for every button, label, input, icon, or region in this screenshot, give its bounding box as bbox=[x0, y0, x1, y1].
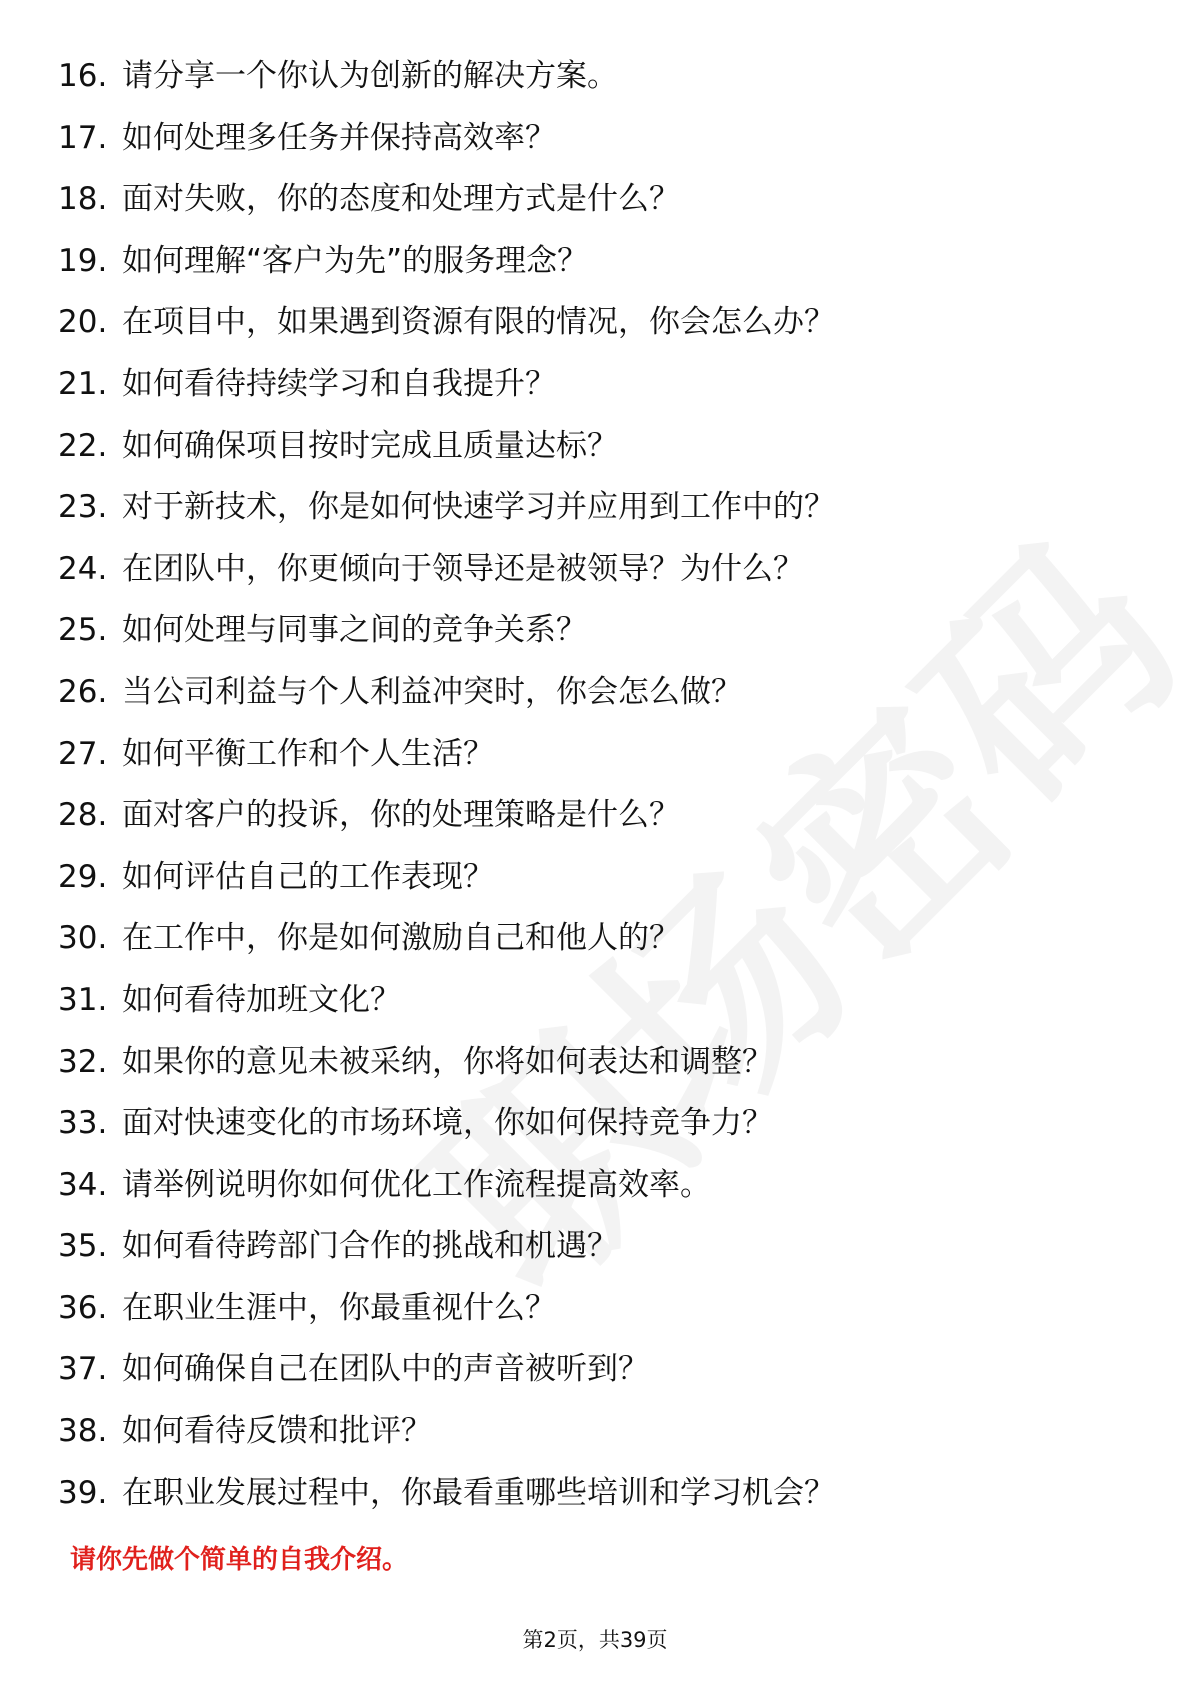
question-text: 如何处理与同事之间的竞争关系？ bbox=[122, 612, 587, 649]
question-item bbox=[58, 1278, 1138, 1340]
question-text: 如何评估自己的工作表现？ bbox=[122, 858, 494, 895]
page-footer: 第2页，共39页 bbox=[522, 1628, 668, 1652]
question-text: 如何平衡工作和个人生活？ bbox=[122, 735, 494, 772]
question-item bbox=[58, 539, 1138, 601]
question-text: 如何处理多任务并保持高效率？ bbox=[122, 119, 556, 156]
question-list bbox=[58, 46, 1138, 1524]
question-item bbox=[58, 1401, 1138, 1463]
question-text: 在职业生涯中，你最重视什么？ bbox=[122, 1289, 556, 1326]
question-text: 如何理解“客户为先”的服务理念？ bbox=[122, 242, 589, 279]
question-text: 在职业发展过程中，你最看重哪些培训和学习机会？ bbox=[122, 1474, 835, 1511]
question-item bbox=[58, 785, 1138, 847]
question-number: 38. bbox=[58, 1413, 108, 1450]
question-item bbox=[58, 908, 1138, 970]
question-item bbox=[58, 477, 1138, 539]
question-text: 如何确保项目按时完成且质量达标？ bbox=[122, 427, 618, 464]
question-number: 34. bbox=[58, 1166, 108, 1203]
question-text: 对于新技术，你是如何快速学习并应用到工作中的？ bbox=[122, 489, 835, 526]
question-item bbox=[58, 169, 1138, 231]
question-number: 22. bbox=[58, 427, 108, 464]
question-number: 23. bbox=[58, 489, 108, 526]
question-text: 如何看待反馈和批评？ bbox=[122, 1413, 432, 1450]
question-number: 24. bbox=[58, 550, 108, 587]
question-item bbox=[58, 108, 1138, 170]
question-number: 27. bbox=[58, 735, 108, 772]
question-number: 36. bbox=[58, 1289, 108, 1326]
question-text: 请举例说明你如何优化工作流程提高效率。 bbox=[122, 1166, 711, 1203]
question-number: 39. bbox=[58, 1474, 108, 1511]
question-number: 31. bbox=[58, 981, 108, 1018]
question-number: 30. bbox=[58, 920, 108, 957]
question-number: 29. bbox=[58, 858, 108, 895]
question-number: 35. bbox=[58, 1228, 108, 1265]
question-text: 在工作中，你是如何激励自己和他人的？ bbox=[122, 920, 680, 957]
question-text: 如何看待跨部门合作的挑战和机遇？ bbox=[122, 1228, 618, 1265]
question-item bbox=[58, 1463, 1138, 1525]
question-item bbox=[58, 1032, 1138, 1094]
question-text: 当公司利益与个人利益冲突时，你会怎么做？ bbox=[122, 673, 742, 710]
intro-prompt: 请你先做个简单的自我介绍。 bbox=[70, 1545, 409, 1575]
question-number: 16. bbox=[58, 58, 108, 94]
question-text: 面对客户的投诉，你的处理策略是什么？ bbox=[122, 797, 680, 834]
question-number: 33. bbox=[58, 1105, 108, 1142]
question-text: 在团队中，你更倾向于领导还是被领导？为什么？ bbox=[122, 550, 804, 587]
question-text: 请分享一个你认为创新的解决方案。 bbox=[122, 58, 618, 94]
question-item bbox=[58, 662, 1138, 724]
question-text: 如何看待加班文化？ bbox=[122, 981, 401, 1018]
question-item bbox=[58, 847, 1138, 909]
question-item bbox=[58, 1339, 1138, 1401]
question-number: 32. bbox=[58, 1043, 108, 1080]
question-number: 20. bbox=[58, 304, 108, 341]
question-number: 25. bbox=[58, 612, 108, 649]
question-text: 面对快速变化的市场环境，你如何保持竞争力？ bbox=[122, 1105, 773, 1142]
question-item bbox=[58, 416, 1138, 478]
question-text: 面对失败，你的态度和处理方式是什么？ bbox=[122, 181, 680, 218]
question-text: 如果你的意见未被采纳，你将如何表达和调整？ bbox=[122, 1043, 773, 1080]
question-item bbox=[58, 1093, 1138, 1155]
question-text: 如何确保自己在团队中的声音被听到？ bbox=[122, 1351, 649, 1388]
question-number: 28. bbox=[58, 797, 108, 834]
question-item bbox=[58, 292, 1138, 354]
question-item bbox=[58, 724, 1138, 786]
question-item bbox=[58, 1216, 1138, 1278]
question-item bbox=[58, 231, 1138, 293]
question-item bbox=[58, 46, 1138, 108]
question-text: 在项目中，如果遇到资源有限的情况，你会怎么办？ bbox=[122, 304, 835, 341]
question-number: 17. bbox=[58, 119, 108, 156]
question-number: 26. bbox=[58, 673, 108, 710]
question-text: 如何看待持续学习和自我提升？ bbox=[122, 365, 556, 402]
question-number: 18. bbox=[58, 181, 108, 218]
question-item bbox=[58, 970, 1138, 1032]
question-number: 19. bbox=[58, 242, 108, 279]
question-item bbox=[58, 1155, 1138, 1217]
question-number: 37. bbox=[58, 1351, 108, 1388]
question-item bbox=[58, 354, 1138, 416]
question-item bbox=[58, 600, 1138, 662]
question-number: 21. bbox=[58, 365, 108, 402]
